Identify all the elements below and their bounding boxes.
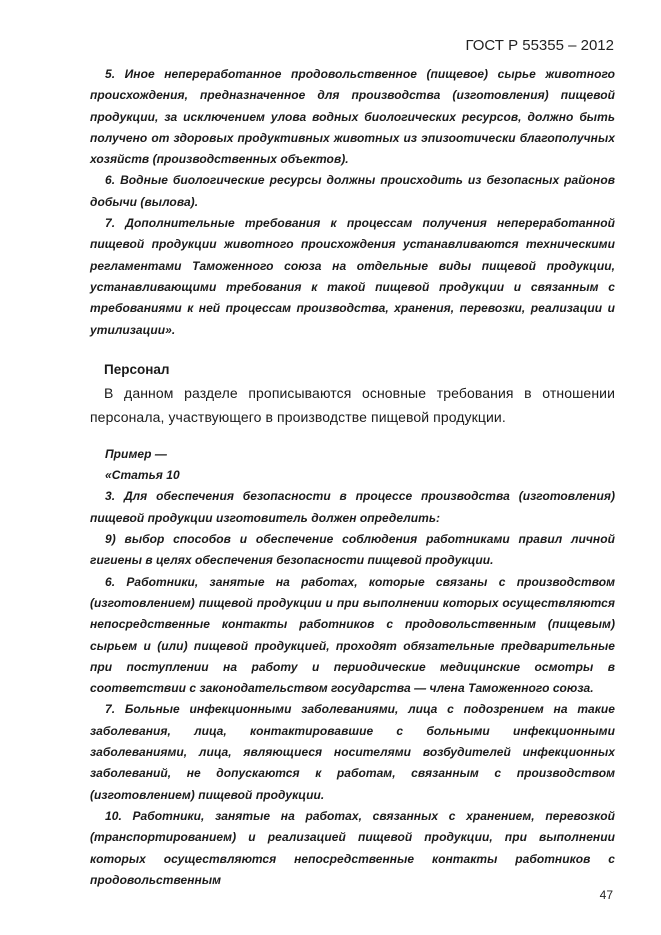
standard-header: ГОСТ Р 55355 – 2012 [465, 37, 614, 54]
paragraph-item-7: 7. Дополнительные требования к процессам получения непереработанной пищевой продукции животного происхождения устанавливаются техническими регламентами Таможенного союза на отдельные виды пищевой продукции, устанавливающими требования к такой пищевой продукции и связанным с требованиями к ней процессам производства, хранения, перевозки, реализации и утилизации». [90, 216, 615, 337]
page-number: 47 [599, 888, 613, 902]
example-label: Пример — [105, 446, 167, 461]
example-paragraph-6: 6. Работники, занятые на работах, которые связаны с производством (изготовлением) пищевой продукции и при выполнении которых осуществляются непосредственные контакты работников с продовольственным (пищевым) сырьем и (или) пищевой продукцией, проходят обязательные предварительные при поступлении на работу и периодические медицинские осмотры в соответствии с законодательством государства — члена Таможенного союза. [90, 574, 615, 696]
section-intro: В данном разделе прописываются основные требования в отношении персонала, участвующего в производстве пищевой продукции. [90, 384, 615, 426]
example-paragraph-7: 7. Больные инфекционными заболеваниями, лица с подозрением на такие заболевания, лица, контактировавшие с больными инфекционными заболеваниями, лица, являющиеся носителями возбудителей инфекционных заболеваний, не допускаются к работам, связанным с производством (изготовлением) пищевой продукции. [90, 702, 615, 802]
example-paragraph-10: 10. Работники, занятые на работах, связанных с хранением, перевозкой (транспортированием) и реализацией пищевой продукции, при выполнении которых осуществляются непосредственные контакты работников с продовольственным [90, 808, 615, 887]
paragraph-item-5: 5. Иное непереработанное продовольственное (пищевое) сырье животного происхождения, предназначенное для производства (изготовления) пищевой продукции, за исключением улова водных биологических ресурсов, должно быть получено от здоровых продуктивных животных из эпизоотически благополучных хозяйств (производственных объектов). [90, 67, 615, 167]
example-paragraph-9: 9) выбор способов и обеспечение соблюдения работниками правил личной гигиены в целях обеспечения безопасности пищевой продукции. [90, 532, 615, 568]
paragraph-item-6: 6. Водные биологические ресурсы должны происходить из безопасных районов добычи (вылова). [90, 173, 615, 209]
section-title: Персонал [104, 361, 170, 377]
example-article: «Статья 10 [105, 468, 180, 483]
example-paragraph-3: 3. Для обеспечения безопасности в процессе производства (изготовления) пищевой продукции изготовитель должен определить: [90, 489, 615, 525]
document-body [90, 64, 615, 891]
